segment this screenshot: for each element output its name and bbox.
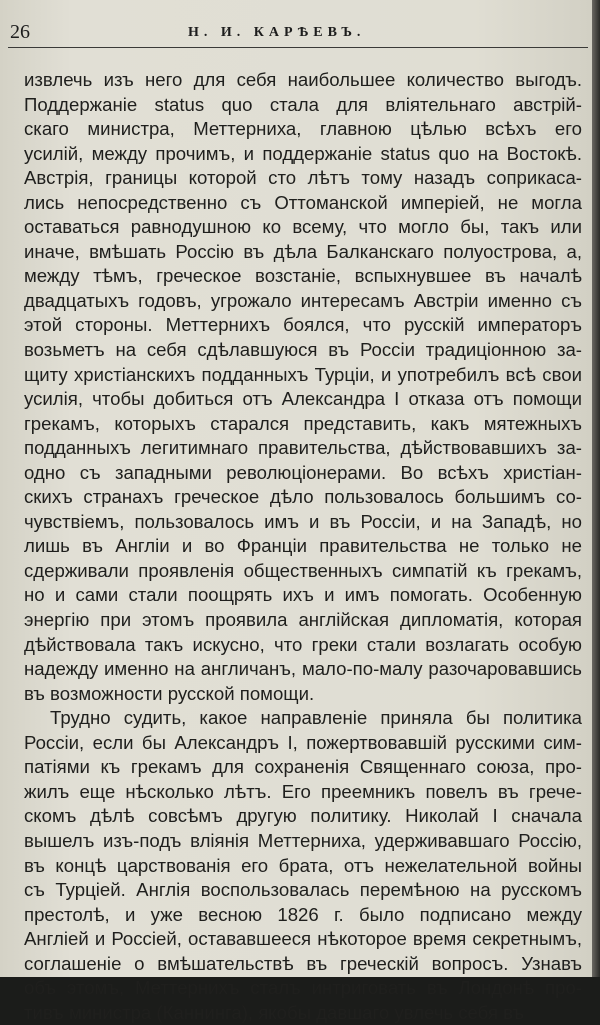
text-line: лись непосредственно съ Оттоманской имперіей, не могла <box>24 191 582 213</box>
text-line: между тѣмъ, греческое возстаніе, вспыхнувшее въ началѣ <box>24 265 582 287</box>
text-line: съ Турціей. Англія воспользовалась перемѣною на русскомъ <box>24 879 582 901</box>
text-line: извлечь изъ него для себя наибольшее количество выгодъ. <box>24 69 582 90</box>
text-line: патіями къ грекамъ для сохраненія Священнаго союза, про- <box>24 756 582 778</box>
text-line: усилій, между прочимъ, и поддержаніе status quo на Востокѣ. <box>24 142 582 164</box>
text-line: сдерживали проявленія общественныхъ симпатій къ грекамъ, <box>24 559 582 581</box>
body-text <box>24 68 582 1025</box>
page-number: 26 <box>10 21 30 43</box>
text-line: одно съ западными революціонерами. Во всѣхъ христіан- <box>24 461 582 483</box>
header-rule <box>8 47 588 48</box>
text-line: чувствіемъ, пользовалось имъ и въ Россіи, и на Западѣ, но <box>24 510 582 532</box>
paragraph <box>24 706 582 1025</box>
paragraph <box>24 68 582 706</box>
text-line: въ возможности русской помощи. <box>24 682 315 704</box>
text-line: тивъ министра (Каннинга), якобы давшаго увлечь себя въ <box>24 1001 525 1023</box>
text-line: престолѣ, и уже весною 1826 г. было подписано между <box>24 903 582 925</box>
text-line: соглашеніе о вмѣшательствѣ въ греческій вопросъ. Узнавъ <box>24 952 582 974</box>
page-edge <box>592 0 600 977</box>
text-line: дѣйствовала такъ искусно, что греки стали возлагать особую <box>24 633 582 655</box>
text-line: грекамъ, которыхъ старался представить, какъ мятежныхъ <box>24 412 582 434</box>
text-line: щиту христіанскихъ подданныхъ Турціи, и употребилъ всѣ свои <box>24 363 582 385</box>
text-line: скомъ дѣлѣ совсѣмъ другую политику. Николай I сначала <box>24 805 582 827</box>
text-line: энергію при этомъ проявила англійская дипломатія, которая <box>24 609 582 631</box>
text-line: но и сами стали поощрять ихъ и имъ помогать. Особенную <box>24 584 582 606</box>
page-header <box>10 18 588 46</box>
text-line: скаго министра, Меттерниха, главною цѣлью всѣхъ его <box>24 118 582 140</box>
text-line: подданныхъ легитимнаго правительства, дѣйствовавшихъ за- <box>24 437 582 459</box>
text-line: оставаться равнодушною ко всему, что могло бы, такъ или <box>24 216 582 238</box>
text-line: объ этомъ, Меттернихъ сталъ интриговать въ Лондонѣ про- <box>24 977 582 999</box>
text-line: Англіей и Россіей, остававшееся нѣкоторое время секретнымъ, <box>24 928 582 950</box>
text-line: Россіи, если бы Александръ I, пожертвовавшій русскими сим- <box>24 731 582 753</box>
text-line: лишь въ Англіи и во Франціи правительства не только не <box>24 535 582 557</box>
text-line: двадцатыхъ годовъ, угрожало интересамъ Австріи именно съ <box>24 289 582 311</box>
text-line: надежду именно на англичанъ, мало-по-малу разочаровавшись <box>24 658 582 680</box>
text-line: Поддержаніе status quo стала для вліятельнаго австрій- <box>24 93 582 115</box>
text-line: жилъ еще нѣсколько лѣтъ. Его преемникъ повелъ въ грече- <box>24 780 582 802</box>
running-head: Н. И. КАРѢЕВЪ. <box>188 25 366 40</box>
text-line: скихъ странахъ греческое дѣло пользовалось большимъ со- <box>24 486 582 508</box>
text-line: этой стороны. Меттернихъ боялся, что русскій императоръ <box>24 314 582 336</box>
text-line: вышелъ изъ-подъ вліянія Меттерниха, удерживавшаго Россію, <box>24 829 582 851</box>
text-line: иначе, вмѣшать Россію въ дѣла Балканскаго полуострова, а, <box>24 240 582 262</box>
text-line: возьметъ на себя сдѣлавшуюся въ Россіи традиціонною за- <box>24 339 582 361</box>
text-line: въ концѣ царствованія его брата, отъ нежелательной войны <box>24 854 582 876</box>
text-line: Трудно судить, какое направленіе приняла бы политика <box>50 707 582 729</box>
text-line: усилія, чтобы добиться отъ Александра I отказа отъ помощи <box>24 388 582 410</box>
text-line: Австрія, границы которой сто лѣтъ тому назадъ соприкаса- <box>24 167 582 189</box>
